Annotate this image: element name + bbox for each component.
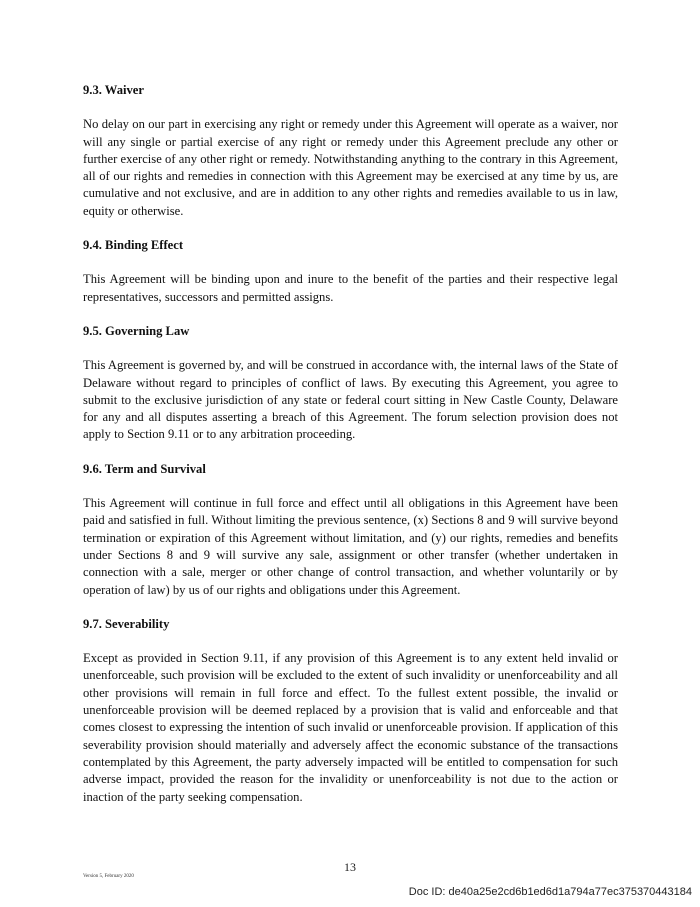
section-paragraph: This Agreement will be binding upon and inure to the benefit of the parties and their respective legal representatives, successors and permitted assigns. — [83, 272, 618, 304]
section-heading: 9.7. Severability — [83, 616, 170, 631]
section-heading: 9.4. Binding Effect — [83, 238, 184, 253]
section-paragraph: Except as provided in Section 9.11, if any provision of this Agreement is to any extent held invalid or unenforceable, such provision will be excluded to the extent of such invalidity or unenforceability and all other provisions will remain in full force and effect. To the fullest extent possible, the invalid or unenforceable provision will be deemed replaced by a provision that is valid and enforceable and that comes closest to expressing the intention of such invalid or unenforceable provision. If application of this severability provision should materially and adversely affect the economic substance of the transactions contemplated by this Agreement, the party adversely impacted will be entitled to compensation for such adverse impact, provided the reason for the invalidity or unenforceability is not due to the action or inaction of the party seeking compensation. — [83, 651, 618, 804]
section-heading: 9.6. Term and Survival — [83, 461, 206, 476]
section-heading: 9.5. Governing Law — [83, 323, 190, 338]
section-binding-effect — [83, 237, 618, 306]
section-governing-law — [83, 323, 618, 444]
section-paragraph: No delay on our part in exercising any right or remedy under this Agreement will operate as a waiver, nor will any single or partial exercise of any right or remedy under this Agreement preclude any other or further exercise of any other right or remedy. Notwithstanding anything to the contrary in this Agreement, all of our rights and remedies in connection with this Agreement may be exercised at any time by us, are cumulative and not exclusive, and are in addition to any other rights and remedies available to us in law, equity or otherwise. — [83, 117, 618, 218]
section-paragraph: This Agreement is governed by, and will be construed in accordance with, the internal laws of the State of Delaware without regard to principles of conflict of laws. By executing this Agreement, you agree to submit to the exclusive jurisdiction of any state or federal court sitting in New Castle County, Delaware for any and all disputes asserting a breach of this Agreement. The forum selection provision does not apply to Section 9.11 or to any arbitration proceeding. — [83, 358, 618, 442]
section-heading: 9.3. Waiver — [83, 83, 144, 97]
doc-id: Doc ID: de40a25e2cd6b1ed6d1a794a77ec375370443184 — [408, 886, 692, 898]
section-severability — [83, 616, 618, 806]
section-waiver — [83, 82, 618, 220]
version-label: Version 5, February 2020 — [83, 874, 134, 879]
section-term-and-survival — [83, 461, 618, 599]
page-number: 13 — [344, 860, 356, 874]
section-paragraph: This Agreement will continue in full force and effect until all obligations in this Agreement have been paid and satisfied in full. Without limiting the previous sentence, (x) Sections 8 and 9 will survive beyond termination or expiration of this Agreement without limitation, and (y) our rights, remedies and benefits under Sections 8 and 9 will survive any sale, assignment or other transfer (whether undertaken in connection with a sale, merger or other change of control transaction, and whether voluntarily or by operation of law) by us of our rights and obligations under this Agreement. — [83, 496, 618, 597]
document-body — [83, 82, 618, 823]
